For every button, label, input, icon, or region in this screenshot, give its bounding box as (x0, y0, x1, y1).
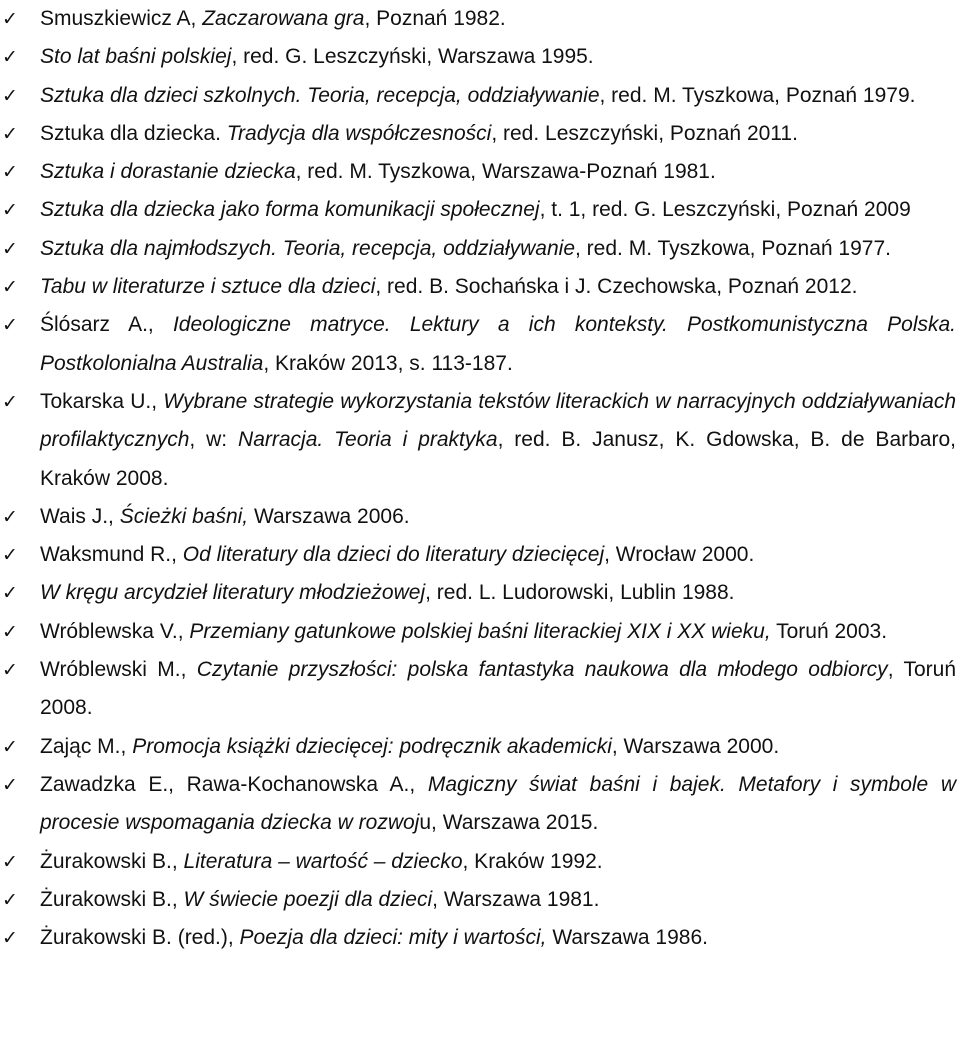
bibliography-entry (0, 498, 960, 536)
entry-title-italic: Sto lat baśni polskiej (40, 45, 232, 69)
entry-text: , red. G. Leszczyński, Warszawa 1995. (231, 45, 594, 69)
bibliography-entry (0, 881, 960, 919)
entry-text: Warszawa 2006. (248, 504, 410, 528)
entry-title-italic: Sztuka dla najmłodszych. Teoria, recepcja, oddziaływanie (40, 236, 576, 260)
entry-title-italic: W kręgu arcydzieł literatury młodzieżowej (40, 581, 426, 605)
entry-text: Smuszkiewicz A, (40, 7, 203, 30)
entry-text: , red. B. Sochańska i J. Czechowska, Poznań 2012. (375, 275, 858, 299)
checkmark-icon: ✓ (2, 390, 18, 413)
entry-text: Toruń 2003. (770, 619, 888, 643)
entry-text: , w: (189, 428, 239, 452)
entry-text: , Wrocław 2000. (604, 543, 755, 567)
entry-text: Wróblewski M., (40, 658, 197, 682)
entry-text: , red. L. Ludorowski, Lublin 1988. (425, 581, 735, 605)
entry-title-italic: Czytanie przyszłości: polska fantastyka naukowa dla młodego odbiorcy (196, 658, 888, 682)
checkmark-icon: ✓ (2, 620, 18, 643)
bibliography-entry (0, 574, 960, 612)
entry-title-italic: Zaczarowana gra (202, 7, 365, 30)
bibliography-entry (0, 153, 960, 191)
bibliography-entry (0, 230, 960, 268)
bibliography-entry (0, 268, 960, 306)
entry-title-italic: Poezja dla dzieci: mity i wartości, (239, 926, 547, 950)
entry-text: , Warszawa 1981. (432, 887, 600, 911)
entry-title-italic: Ścieżki baśni, (119, 504, 249, 528)
checkmark-icon: ✓ (2, 46, 18, 69)
entry-title-italic: Literatura – wartość – dziecko (183, 849, 463, 873)
checkmark-icon: ✓ (2, 735, 18, 758)
bibliography-entry (0, 766, 960, 843)
entry-title-italic: Narracja. Teoria i praktyka (238, 428, 498, 452)
bibliography-entry (0, 728, 960, 766)
bibliography-entry (0, 38, 960, 76)
checkmark-icon: ✓ (2, 773, 18, 796)
checkmark-icon: ✓ (2, 850, 18, 873)
entry-text: , red. M. Tyszkowa, Poznań 1977. (575, 236, 891, 260)
entry-title-italic: Sztuka dla dziecka jako forma komunikacji społecznej (40, 198, 540, 222)
bibliography-entry (0, 651, 960, 728)
bibliography-entry (0, 919, 960, 957)
entry-text: Zając M., (40, 734, 133, 758)
entry-text: , red. B. Janusz, K. Gdowska, B. de Barbaro, Kraków 2008. (40, 428, 956, 490)
entry-text: , t. 1, red. G. Leszczyński, Poznań 2009 (539, 198, 911, 222)
entry-title-italic: Tradycja dla współczesności (226, 121, 492, 145)
checkmark-icon: ✓ (2, 582, 18, 605)
bibliography-entry (0, 306, 960, 383)
checkmark-icon: ✓ (2, 659, 18, 682)
entry-text: , Kraków 2013, s. 113-187. (263, 351, 513, 375)
bibliography-entry (0, 536, 960, 574)
entry-text: Tokarska U., (40, 389, 164, 413)
entry-text: , red. Leszczyński, Poznań 2011. (491, 121, 798, 145)
entry-text: Ślósarz A., (40, 313, 173, 337)
entry-text: , red. M. Tyszkowa, Warszawa-Poznań 1981. (295, 160, 716, 184)
entry-text: Sztuka dla dziecka. (40, 121, 227, 145)
entry-title-italic: Promocja książki dziecięcej: podręcznik akademicki (132, 734, 612, 758)
checkmark-icon: ✓ (2, 8, 18, 30)
entry-text: , Kraków 1992. (462, 849, 603, 873)
bibliography-entry (0, 115, 960, 153)
entry-text: , Warszawa 2000. (611, 734, 780, 758)
bibliography-entry (0, 613, 960, 651)
entry-text: Żurakowski B. (red.), (40, 926, 240, 950)
bibliography-entry (0, 0, 960, 38)
entry-title-italic: Od literatury dla dzieci do literatury dziecięcej (182, 543, 605, 567)
entry-text: , red. M. Tyszkowa, Poznań 1979. (599, 83, 916, 107)
entry-text: Waksmund R., (40, 543, 183, 567)
entry-title-italic: W świecie poezji dla dzieci (183, 887, 433, 911)
entry-title-italic: Magiczny świat baśni i bajek. Metafory i symbole w procesie wspomagania dziecka w rozwoj (40, 772, 957, 835)
checkmark-icon: ✓ (2, 276, 18, 299)
checkmark-icon: ✓ (2, 199, 18, 222)
entry-text: , Toruń 2008. (40, 658, 956, 720)
entry-title-italic: Ideologiczne matryce. Lektury a ich konteksty. Postkomunistyczna Polska. Postkolonialna Australia (40, 313, 957, 375)
entry-text: Zawadzka E., Rawa-Kochanowska A., (40, 772, 428, 796)
checkmark-icon: ✓ (2, 505, 18, 528)
bibliography-entry (0, 191, 960, 229)
bibliography-entry (0, 77, 960, 115)
checkmark-icon: ✓ (2, 84, 18, 107)
checkmark-icon: ✓ (2, 161, 18, 184)
entry-text: , Poznań 1982. (364, 7, 506, 30)
entry-title-italic: Przemiany gatunkowe polskiej baśni literackiej XIX i XX wieku, (189, 619, 771, 643)
entry-text: Żurakowski B., (40, 887, 184, 911)
checkmark-icon: ✓ (2, 237, 18, 260)
entry-text: Wais J., (40, 504, 120, 528)
checkmark-icon: ✓ (2, 122, 18, 145)
bibliography-entry (0, 843, 960, 881)
entry-text: u, Warszawa 2015. (419, 811, 599, 835)
entry-title-italic: Sztuka dla dzieci szkolnych. Teoria, recepcja, oddziaływanie (40, 83, 600, 107)
entry-title-italic: Wybrane strategie wykorzystania tekstów literackich w narracyjnych oddziaływaniach profilaktycznych (40, 389, 957, 452)
checkmark-icon: ✓ (2, 544, 18, 567)
checkmark-icon: ✓ (2, 314, 18, 337)
checkmark-icon: ✓ (2, 888, 18, 911)
entry-text: Warszawa 1986. (546, 926, 708, 950)
entry-text: Żurakowski B., (40, 849, 184, 873)
bibliography-entry (0, 383, 960, 498)
entry-title-italic: Tabu w literaturze i sztuce dla dzieci (40, 275, 376, 299)
entry-text: Wróblewska V., (40, 619, 190, 643)
entry-title-italic: Sztuka i dorastanie dziecka (40, 160, 296, 184)
checkmark-icon: ✓ (2, 927, 18, 950)
